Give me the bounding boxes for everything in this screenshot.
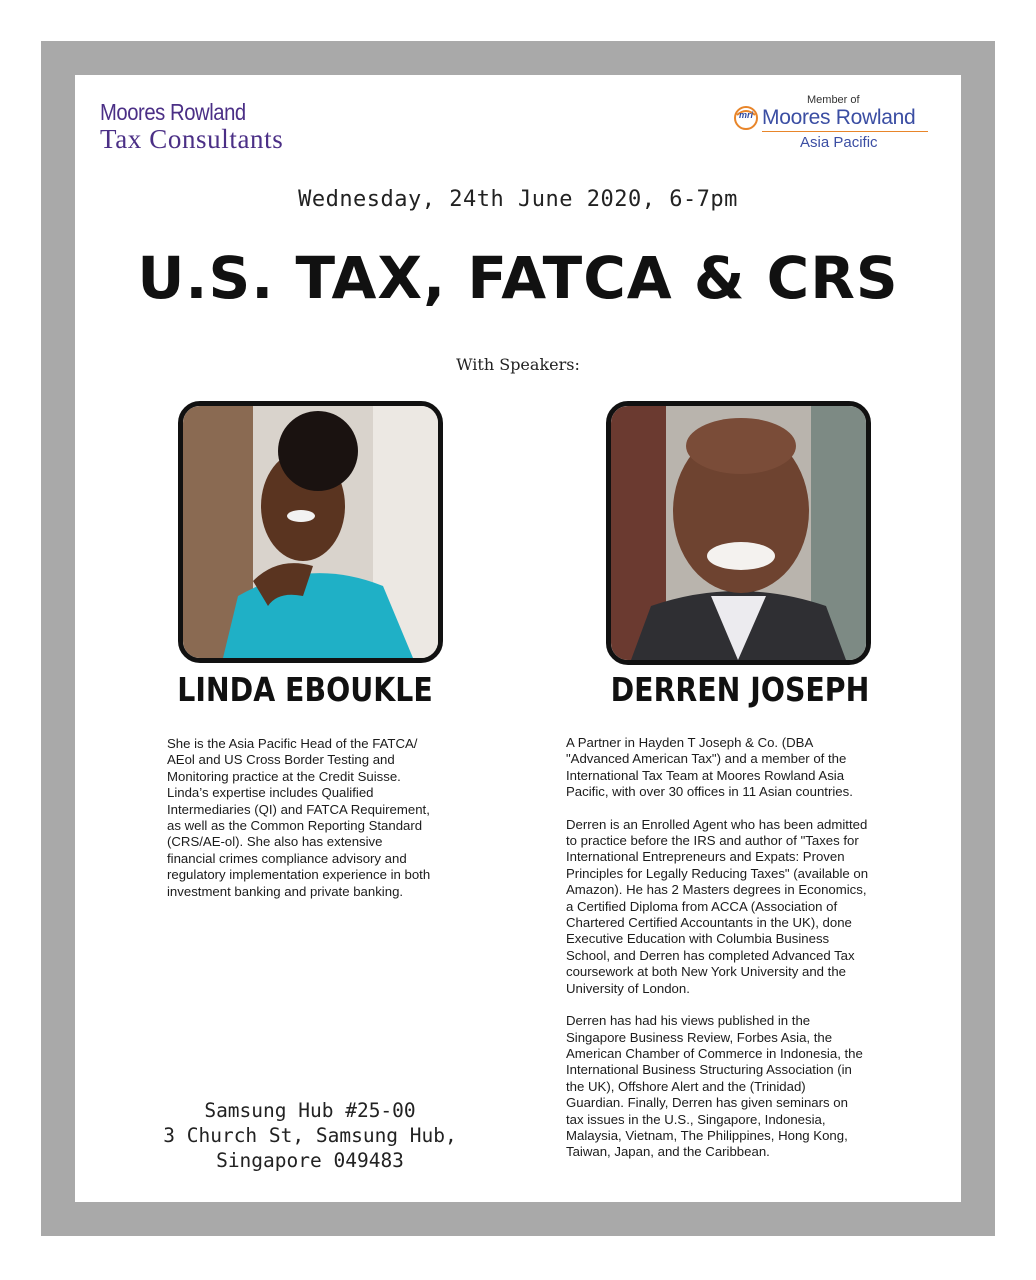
- speaker-name-derren: DERREN JOSEPH: [610, 670, 870, 709]
- bio-line: Taiwan, Japan, and the Caribbean.: [566, 1144, 770, 1160]
- bio-line: Amazon). He has 2 Masters degrees in Economics,: [566, 882, 867, 898]
- bio-line: Malaysia, Vietnam, The Philippines, Hong Kong,: [566, 1127, 848, 1143]
- bio-line: Derren has had his views published in the: [566, 1013, 811, 1029]
- bio-line: financial crimes compliance advisory and: [167, 850, 407, 866]
- bio-line: Chartered Certified Accountants in the UK), done: [566, 915, 852, 931]
- logo-line-1: Moores Rowland: [100, 99, 246, 125]
- bio-line: "Advanced American Tax") and a member of the: [566, 751, 847, 767]
- bio-line: Principles for Legally Reducing Taxes" (available on: [566, 865, 869, 881]
- bio-line: Executive Education with Columbia Business: [566, 931, 830, 947]
- mri-mark-text: mri: [738, 110, 753, 120]
- bio-line: A Partner in Hayden T Joseph & Co. (DBA: [566, 735, 814, 750]
- bio-line: as well as the Common Reporting Standard: [167, 818, 423, 834]
- bio-line: Derren is an Enrolled Agent who has been admitted: [566, 816, 868, 832]
- bio-line: Pacific, with over 30 offices in 11 Asian countries.: [566, 784, 853, 800]
- moores-rowland-tax-consultants-logo: [100, 99, 283, 153]
- venue-line-2: 3 Church St, Samsung Hub,: [163, 1124, 457, 1147]
- bio-line: Singapore Business Review, Forbes Asia, the: [566, 1029, 833, 1045]
- venue-line-1: Samsung Hub #25-00: [204, 1099, 416, 1122]
- bio-paragraph-1: [566, 735, 926, 801]
- venue-address: [110, 1098, 510, 1173]
- bio-line: American Chamber of Commerce in Indonesia, the: [566, 1045, 863, 1061]
- bio-line: regulatory implementation experience in both: [167, 867, 431, 883]
- bio-line: the UK), Offshore Alert and the (Trinidad): [566, 1078, 806, 1094]
- bio-line: International Tax Team at Moores Rowland Asia: [566, 767, 845, 783]
- bio-line: School, and Derren has completed Advanced Tax: [566, 947, 855, 963]
- bio-line: International Business Structuring Association (in: [566, 1062, 852, 1078]
- bio-line: AEol and US Cross Border Testing and: [167, 752, 395, 768]
- bio-line: a Certified Diploma from ACCA (Association of: [566, 898, 838, 914]
- bio-line: University of London.: [566, 980, 690, 996]
- bio-line: Monitoring practice at the Credit Suisse.: [167, 768, 401, 784]
- bio-line: She is the Asia Pacific Head of the FATCA/: [167, 736, 418, 751]
- bio-line: coursework at both New York University and the: [566, 964, 847, 980]
- bio-paragraph-3: [566, 1013, 926, 1161]
- bio-line: (CRS/AE-ol). She also has extensive: [167, 834, 383, 850]
- speaker-bio-derren: [566, 735, 926, 1177]
- speaker-bio-linda: [167, 736, 487, 900]
- logo-line-2: Tax Consultants: [100, 124, 284, 154]
- speaker-name-linda: LINDA EBOUKLE: [177, 670, 433, 709]
- member-logo-name: Moores Rowland: [762, 106, 916, 129]
- bio-line: Intermediaries (QI) and FATCA Requirement,: [167, 801, 430, 817]
- venue-line-3: Singapore 049483: [216, 1149, 404, 1172]
- bio-line: International Entrepreneurs and Expats: Proven: [566, 849, 845, 865]
- speaker-photo-linda: [178, 401, 443, 663]
- bio-line: Guardian. Finally, Derren has given seminars on: [566, 1095, 848, 1111]
- with-speakers-label: With Speakers:: [456, 355, 580, 374]
- member-logo-sub: Asia Pacific: [800, 134, 878, 151]
- bio-line: Linda’s expertise includes Qualified: [167, 785, 374, 801]
- member-of-label: Member of: [807, 94, 860, 106]
- bio-line: to practice before the IRS and author of "Taxes for: [566, 833, 859, 849]
- bio-line: investment banking and private banking.: [167, 883, 404, 899]
- event-date: Wednesday, 24th June 2020, 6-7pm: [298, 187, 738, 212]
- event-title: U.S. TAX, FATCA & CRS: [137, 244, 899, 312]
- speaker-photo-derren: [606, 401, 871, 665]
- logo-rule: [762, 131, 928, 132]
- bio-line: tax issues in the U.S., Singapore, Indonesia,: [566, 1111, 826, 1127]
- bio-paragraph-2: [566, 817, 926, 997]
